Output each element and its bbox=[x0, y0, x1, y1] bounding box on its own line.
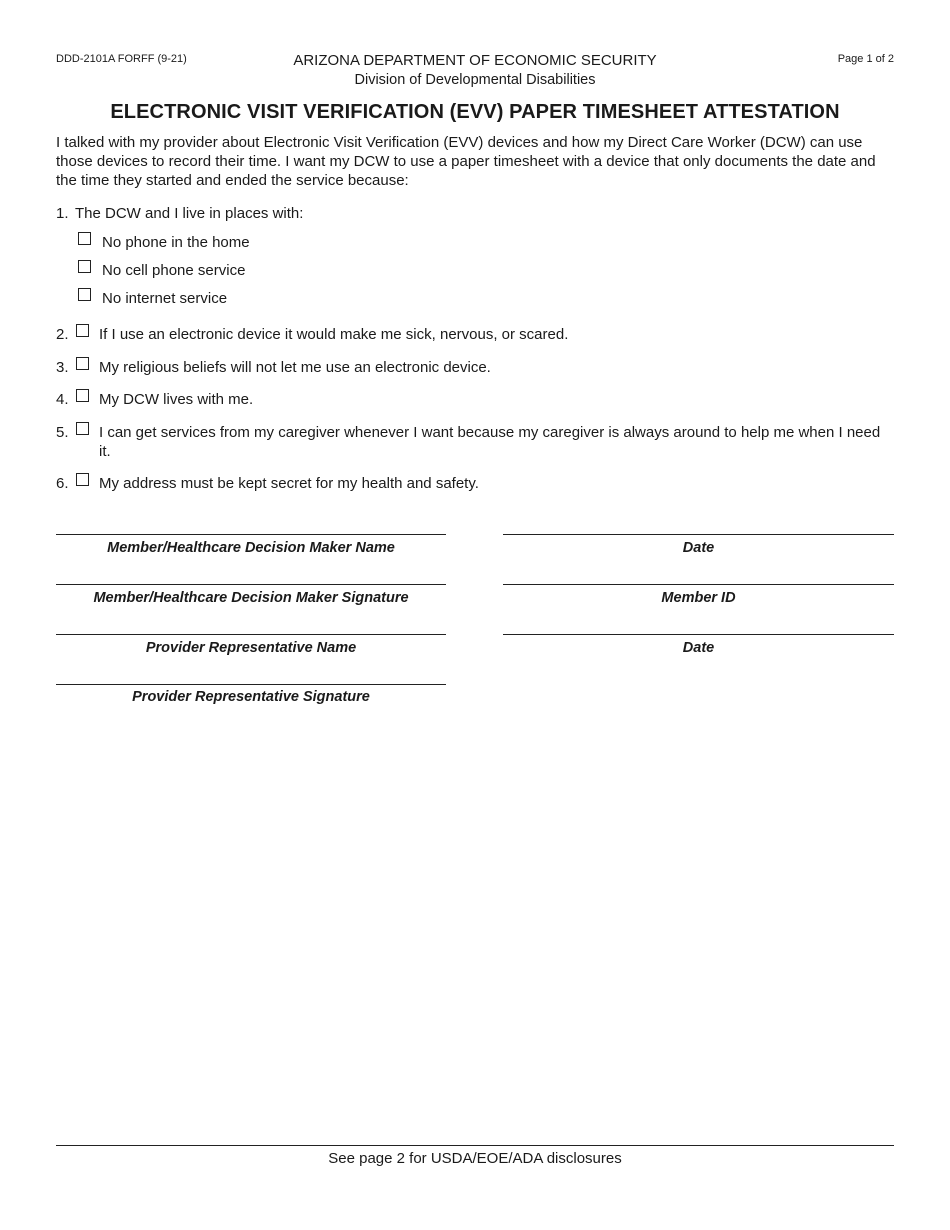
member-signature-label: Member/Healthcare Decision Maker Signature bbox=[93, 590, 409, 606]
division-name: Division of Developmental Disabilities bbox=[354, 72, 596, 88]
date-1-label: Date bbox=[682, 540, 715, 556]
member-name-line[interactable] bbox=[56, 534, 446, 535]
no-phone-label: No phone in the home bbox=[102, 234, 250, 251]
agency-name: ARIZONA DEPARTMENT OF ECONOMIC SECURITY bbox=[293, 52, 657, 69]
item-2-text: If I use an electronic device it would make me sick, nervous, or scared. bbox=[99, 326, 569, 343]
item-2-number: 2. bbox=[56, 326, 69, 343]
item-5-text: I can get services from my caregiver whenever I want because my caregiver is always around to help me when I need it. bbox=[99, 424, 881, 460]
member-id-label: Member ID bbox=[661, 590, 736, 606]
page-number: Page 1 of 2 bbox=[837, 53, 894, 65]
item-5-checkbox[interactable] bbox=[76, 422, 89, 435]
item-3-number: 3. bbox=[56, 359, 69, 376]
item-2-checkbox[interactable] bbox=[76, 324, 89, 337]
date-1-line[interactable] bbox=[503, 534, 894, 535]
item-4-text: My DCW lives with me. bbox=[99, 391, 254, 408]
form-title: ELECTRONIC VISIT VERIFICATION (EVV) PAPER TIMESHEET ATTESTATION bbox=[110, 101, 840, 123]
date-2-label: Date bbox=[682, 640, 715, 656]
item-5-number: 5. bbox=[56, 424, 69, 441]
no-cell-service-label: No cell phone service bbox=[102, 262, 246, 279]
item-4-checkbox[interactable] bbox=[76, 389, 89, 402]
footer-divider bbox=[56, 1145, 894, 1146]
member-name-label: Member/Healthcare Decision Maker Name bbox=[107, 540, 395, 556]
item-6-number: 6. bbox=[56, 475, 69, 492]
date-2-line[interactable] bbox=[503, 634, 894, 635]
member-signature-line[interactable] bbox=[56, 584, 446, 585]
item-5 bbox=[56, 423, 896, 461]
member-id-line[interactable] bbox=[503, 584, 894, 585]
item-1-number: 1. bbox=[56, 205, 69, 222]
no-internet-checkbox[interactable] bbox=[78, 288, 91, 301]
footer-disclosure: See page 2 for USDA/EOE/ADA disclosures bbox=[328, 1150, 622, 1167]
item-4-number: 4. bbox=[56, 391, 69, 408]
provider-name-label: Provider Representative Name bbox=[145, 640, 357, 656]
provider-name-line[interactable] bbox=[56, 634, 446, 635]
item-6-text: My address must be kept secret for my health and safety. bbox=[99, 475, 479, 492]
no-internet-label: No internet service bbox=[102, 290, 228, 307]
item-6-checkbox[interactable] bbox=[76, 473, 89, 486]
no-cell-service-checkbox[interactable] bbox=[78, 260, 91, 273]
item-3-text: My religious beliefs will not let me use an electronic device. bbox=[99, 359, 491, 376]
no-phone-checkbox[interactable] bbox=[78, 232, 91, 245]
form-code: DDD-2101A FORFF (9-21) bbox=[56, 53, 187, 65]
provider-signature-label: Provider Representative Signature bbox=[132, 689, 370, 705]
item-1-text: The DCW and I live in places with: bbox=[75, 205, 304, 222]
item-3-checkbox[interactable] bbox=[76, 357, 89, 370]
intro-paragraph: I talked with my provider about Electronic Visit Verification (EVV) devices and how my Direct Care Worker (DCW) can use those devices to record their time. I want my DCW to use a paper timesheet with a device that only documents the date and the time they started and ended the service because: bbox=[56, 134, 876, 189]
provider-signature-line[interactable] bbox=[56, 684, 446, 685]
